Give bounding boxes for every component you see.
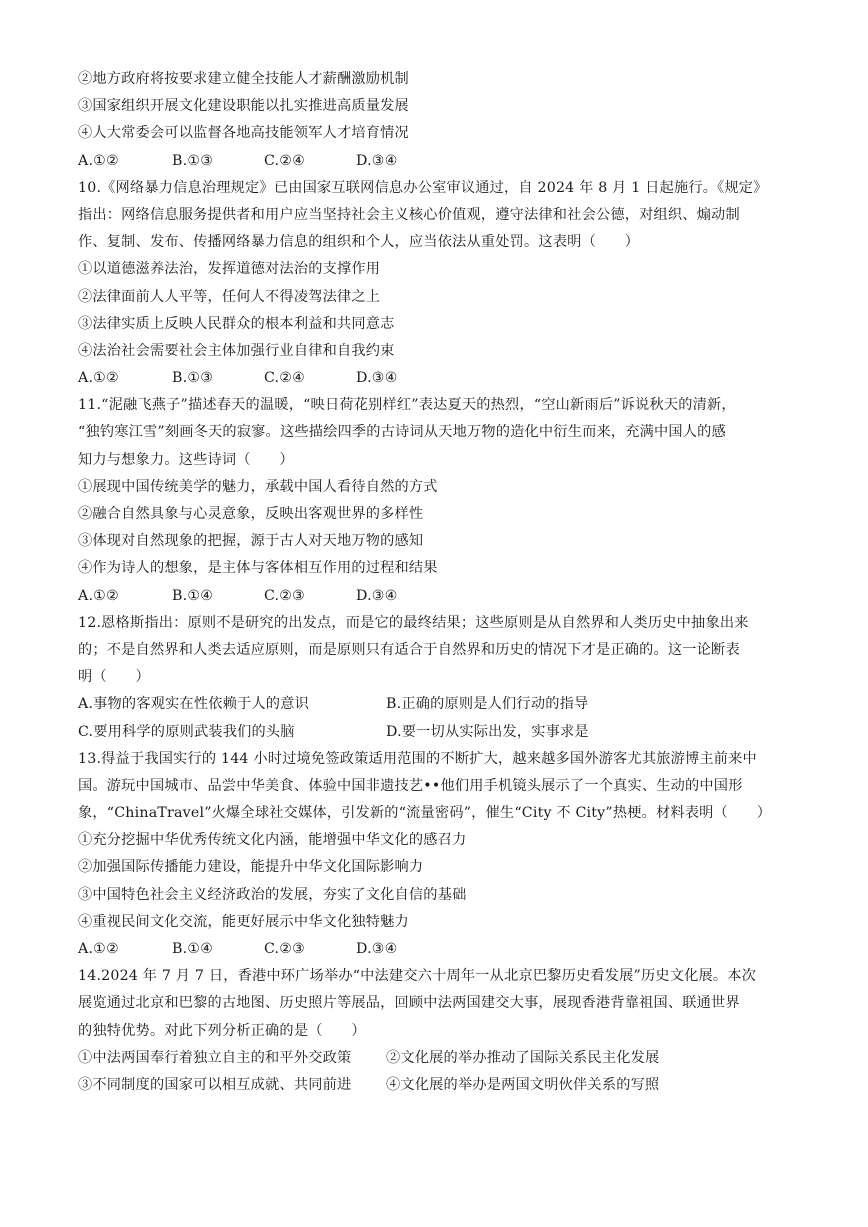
q13-choice-d[interactable]: D.③④ xyxy=(356,941,398,957)
q14-option-2: ②文化展的举办推动了国际关系民主化发展 xyxy=(386,1049,660,1066)
q12-option-a[interactable]: A.事物的客观实在性依赖于人的意识 xyxy=(78,696,309,713)
q11-choice-b[interactable]: B.①④ xyxy=(172,587,214,604)
q14-option-4: ④文化展的举办是两国文明伙伴关系的写照 xyxy=(386,1076,660,1093)
q13-stem xyxy=(78,746,794,828)
q11-stem-line: 知力与想象力。这些诗词（ ） xyxy=(78,451,294,468)
q11-answer-choices xyxy=(78,583,794,610)
q13-answer-choices xyxy=(78,936,794,963)
q11-option-3: ③体现对自然现象的把握，源于古人对天地万物的感知 xyxy=(78,533,424,550)
q13-stem-line: 象，“ChinaTravel”火爆全球社交媒体，引发新的“流量密码”，催生“City 不 City”热梗。材料表明（ ） xyxy=(78,805,772,822)
q10-option-4: ④法治社会需要社会主体加强行业自律和自我约束 xyxy=(78,342,395,359)
q11-stem xyxy=(78,392,794,474)
q10-choice-a[interactable]: A.①② xyxy=(78,370,119,387)
q11-choice-d[interactable]: D.③④ xyxy=(356,587,398,604)
q14-stem-line: 展览通过北京和巴黎的古地图、历史照片等展品，回顾中法两国建交大事，展现香港背靠祖国、联通世界 xyxy=(78,995,740,1012)
q9-option-2: ②地方政府将按要求建立健全技能人才薪酬激励机制 xyxy=(78,71,409,87)
q12-options-row-2 xyxy=(78,719,794,746)
q10-choice-b[interactable]: B.①③ xyxy=(172,370,214,387)
q11-choice-c[interactable]: C.②③ xyxy=(264,587,306,604)
q9-answer-choices xyxy=(78,148,794,175)
q10-stem-line: 作、复制、发布、传播网络暴力信息的组织和个人，应当依法从重处罚。这表明（ ） xyxy=(78,234,640,251)
q12-stem-line: 的；不是自然界和人类去适应原则，而是原则只有适合于自然界和历史的情况下才是正确的。这一论断表 xyxy=(78,641,740,658)
q12-option-d[interactable]: D.要一切从实际出发，实事求是 xyxy=(386,723,589,740)
q13-option-4: ④重视民间文化交流，能更好展示中华文化独特魅力 xyxy=(78,913,409,930)
q10-stem-line: 10.《网络暴力信息治理规定》已由国家互联网信息办公室审议通过，自 2024 年 8 月 1 日起施行。《规定》 xyxy=(78,179,768,196)
q14-options-row-2 xyxy=(78,1072,794,1099)
q14-stem-line: 14.2024 年 7 月 7 日，香港中环广场举办“中法建交六十周年一从北京巴黎历史看发展”历史文化展。本次 xyxy=(78,968,757,985)
q10-option-1: ①以道德滋养法治，发挥道德对法治的支撑作用 xyxy=(78,261,381,278)
q13-stem-line: 国。游玩中国城市、品尝中华美食、体验中国非遗技艺••他们用手机镜头展示了一个真实、生动的中国形 xyxy=(78,777,743,794)
q10-option-2: ②法律面前人人平等，任何人不得凌驾法律之上 xyxy=(78,288,381,305)
q11-option-1: ①展现中国传统美学的魅力，承载中国人看待自然的方式 xyxy=(78,478,438,495)
q9-choice-c[interactable]: C.②④ xyxy=(264,152,306,169)
q13-option-1: ①充分挖掘中华优秀传统文化内涵，能增强中华文化的感召力 xyxy=(78,832,467,849)
exam-page xyxy=(78,66,794,1099)
q12-stem-line: 12.恩格斯指出：原则不是研究的出发点，而是它的最终结果；这些原则是从自然界和人类历史中抽象出来 xyxy=(78,614,749,631)
q14-option-1: ①中法两国奉行着独立自主的和平外交政策 xyxy=(78,1049,352,1066)
q10-option-3: ③法律实质上反映人民群众的根本利益和共同意志 xyxy=(78,315,395,332)
q11-option-4: ④作为诗人的想象，是主体与客体相互作用的过程和结果 xyxy=(78,560,438,577)
q9-option-3: ③国家组织开展文化建设职能以扎实推进高质量发展 xyxy=(78,98,409,115)
q13-choice-a[interactable]: A.①② xyxy=(78,941,119,957)
q13-option-2: ②加强国际传播能力建设，能提升中华文化国际影响力 xyxy=(78,859,424,876)
q10-stem xyxy=(78,175,794,257)
q11-stem-line: 11.“泥融飞燕子”描述春天的温暖，“映日荷花别样红”表达夏天的热烈，“空山新雨后”诉说秋天的清新， xyxy=(78,397,736,414)
q14-stem xyxy=(78,963,794,1045)
q13-choice-b[interactable]: B.①④ xyxy=(172,941,214,957)
q10-choice-c[interactable]: C.②④ xyxy=(264,370,306,387)
q13-choice-c[interactable]: C.②③ xyxy=(264,941,306,957)
q13-stem-line: 13.得益于我国实行的 144 小时过境免签政策适用范围的不断扩大，越来越多国外游客尤其旅游博主前来中 xyxy=(78,750,757,767)
q10-answer-choices xyxy=(78,365,794,392)
q12-options-row-1 xyxy=(78,691,794,718)
q10-stem-line: 指出：网络信息服务提供者和用户应当坚持社会主义核心价值观，遵守法律和社会公德，对组织、煽动制 xyxy=(78,206,740,223)
q14-options-row-1 xyxy=(78,1045,794,1072)
q12-stem xyxy=(78,610,794,692)
q14-option-3: ③不同制度的国家可以相互成就、共同前进 xyxy=(78,1076,352,1093)
q11-option-2: ②融合自然具象与心灵意象，反映出客观世界的多样性 xyxy=(78,506,424,522)
q14-stem-line: 的独特优势。对此下列分析正确的是（ ） xyxy=(78,1022,366,1039)
q10-choice-d[interactable]: D.③④ xyxy=(356,370,398,387)
q9-choice-d[interactable]: D.③④ xyxy=(356,152,398,169)
q12-option-b[interactable]: B.正确的原则是人们行动的指导 xyxy=(386,696,589,713)
q11-choice-a[interactable]: A.①② xyxy=(78,587,119,604)
q9-choice-b[interactable]: B.①③ xyxy=(172,152,214,169)
q12-option-c[interactable]: C.要用科学的原则武装我们的头脑 xyxy=(78,723,295,740)
q9-choice-a[interactable]: A.①② xyxy=(78,152,119,169)
q9-option-4: ④人大常委会可以监督各地高技能领军人才培育情况 xyxy=(78,125,409,142)
q12-stem-line: 明（ ） xyxy=(78,669,150,686)
q11-stem-line: “独钓寒江雪”刻画冬天的寂寥。这些描绘四季的古诗词从天地万物的造化中衍生而来，充满中国人的感 xyxy=(78,424,726,441)
q13-option-3: ③中国特色社会主义经济政治的发展，夯实了文化自信的基础 xyxy=(78,886,467,903)
